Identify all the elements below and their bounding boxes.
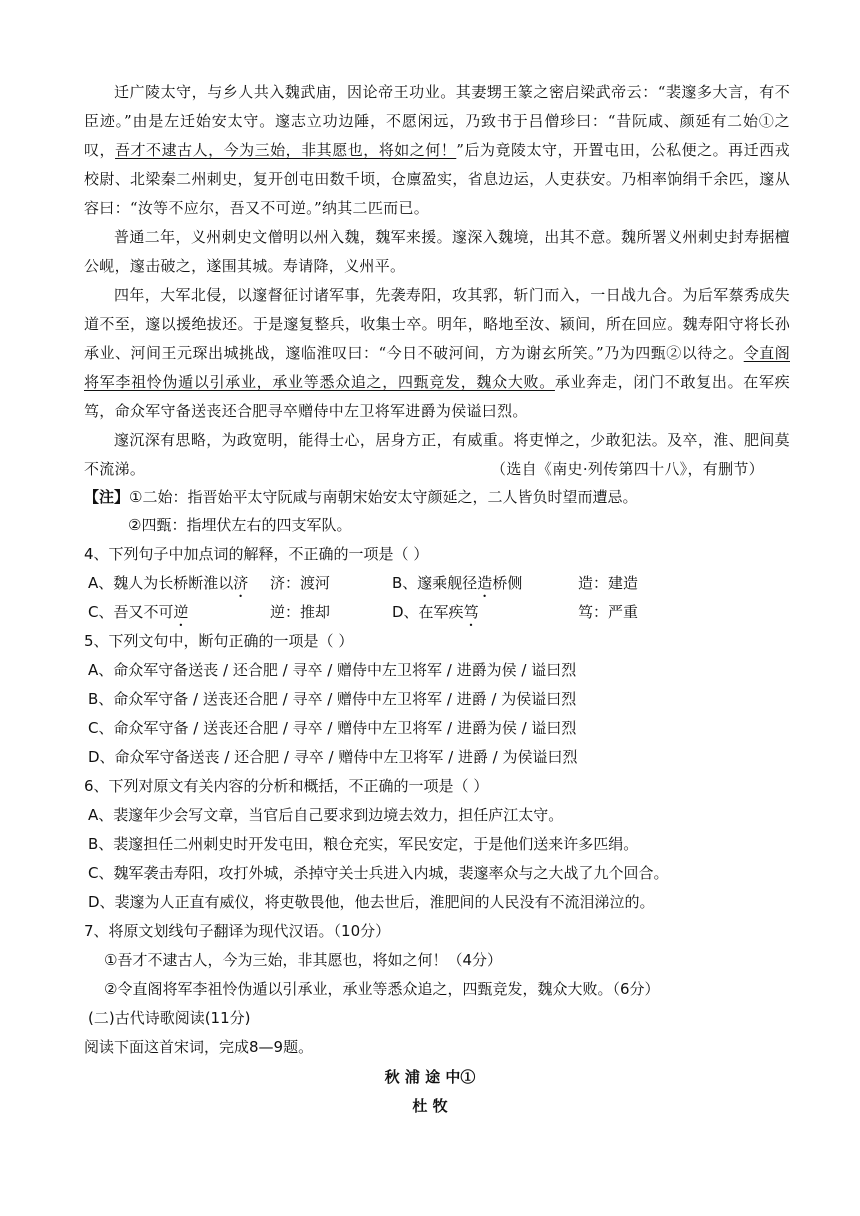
passage-p1-text-a: 迁广陵太守，与乡人共入魏武庙，因论帝王功业。其妻甥王篆之密启梁武帝云：“裴邃多大言，有不臣迹。”由是左迁始安太守。邃志立功边陲，不愿闲远，乃致书于吕僧珍曰：“昔阮咸、颜延有二始①之叹， bbox=[84, 83, 790, 159]
q4-c-gloss: 逆：推却 bbox=[270, 603, 331, 621]
poem-author: 杜 牧 bbox=[412, 1097, 448, 1115]
q4-d-gloss: 笃：严重 bbox=[578, 603, 639, 621]
passage-p3-underlined-sentence: 令直阁将军李祖怜伪遁以引承业，承业等悉众追之，四甄竞发，魏众大败。 bbox=[84, 344, 790, 391]
q4-option-b[interactable] bbox=[392, 573, 522, 601]
note-1 bbox=[84, 487, 804, 507]
q4-c-text: C、吾又不可 bbox=[88, 603, 174, 621]
q5-option-c[interactable]: C、命众军守备 / 送丧还合肥 / 寻卒 / 赠侍中左卫将军 / 进爵为侯 / 谥曰烈 bbox=[88, 719, 577, 737]
q6-option-a[interactable]: A、裴邃年少会写文章，当官后自己要求到边境去效力，担任庐江太守。 bbox=[88, 806, 564, 824]
q5-option-b[interactable]: B、命众军守备 / 送丧还合肥 / 寻卒 / 赠侍中左卫将军 / 进爵 / 为侯谥曰烈 bbox=[88, 690, 577, 708]
passage-paragraph-1 bbox=[84, 78, 790, 223]
q4-b-text: B、邃乘舰径 bbox=[392, 574, 478, 592]
q4-d-text: D、在军疾 bbox=[392, 603, 464, 621]
note-2 bbox=[128, 515, 848, 535]
q7-sentence-1: ①吾才不逮古人，今为三始，非其愿也，将如之何！（4分） bbox=[104, 951, 502, 969]
q5-option-d[interactable]: D、命众军守备送丧 / 还合肥 / 寻卒 / 赠侍中左卫将军 / 进爵 / 为侯谥曰烈 bbox=[88, 748, 578, 766]
q4-a-dotted-word: 济 bbox=[233, 574, 249, 592]
poem-title: 秋 浦 途 中① bbox=[384, 1068, 476, 1086]
note-1-text: ①二始：指晋始平太守阮咸与南朝宋始安太守颜延之，二人皆负时望而遭忌。 bbox=[129, 488, 638, 506]
source-citation: （选自《南史·列传第四十八》，有删节） bbox=[491, 460, 764, 478]
q4-b-gloss: 造：建造 bbox=[578, 574, 639, 592]
q7-sentence-2: ②令直阁将军李祖怜伪遁以引承业，承业等悉众追之，四甄竞发，魏众大败。（6分） bbox=[104, 980, 660, 998]
section-2-heading: (二)古代诗歌阅读(11分) bbox=[88, 1009, 251, 1027]
q4-b-dotted-word: 造 bbox=[477, 574, 493, 592]
q5-option-a[interactable]: A、命众军守备送丧 / 还合肥 / 寻卒 / 赠侍中左卫将军 / 进爵为侯 / 谥曰烈 bbox=[88, 661, 577, 679]
q4-b-text-post: 桥侧 bbox=[492, 574, 523, 592]
passage-paragraph-2 bbox=[84, 223, 790, 281]
q6-option-c[interactable]: C、魏军袭击寿阳，攻打外城，杀掉守关士兵进入内城，裴邃率众与之大战了九个回合。 bbox=[88, 864, 669, 882]
q5-stem: 5、下列文句中，断句正确的一项是（ ） bbox=[84, 632, 354, 650]
passage-p2-text: 普通二年，义州刺史文僧明以州入魏，魏军来援。邃深入魏境，出其不意。魏所署义州刺史封寿据檀公岘，邃击破之，遂围其城。寿请降，义州平。 bbox=[84, 228, 790, 275]
q4-a-text: A、魏人为长桥断淮以 bbox=[88, 574, 234, 592]
q6-option-b[interactable]: B、裴邃担任二州刺史时开发屯田，粮仓充实，军民安定，于是他们送来许多匹绢。 bbox=[88, 835, 639, 853]
q4-option-d[interactable] bbox=[392, 602, 479, 630]
q4-stem: 4、下列句子中加点词的解释，不正确的一项是（ ） bbox=[84, 545, 429, 563]
q6-option-d[interactable]: D、裴邃为人正直有威仪，将吏敬畏他，他去世后，淮肥间的人民没有不流泪涕泣的。 bbox=[88, 893, 655, 911]
note-label: 【注】 bbox=[84, 488, 130, 506]
passage-p1-text-b: ”后为竟陵太守，开置屯田，公私便之。再迁西戎校尉、北梁秦二州刺史，复开创屯田数千顷，仓廪盈实，省息边运，人吏获安。乃相率饷绢千余匹，邃从容曰：“汝等不应尔，吾又不可逆。”纳其二匹而已。 bbox=[84, 141, 790, 217]
q4-option-c[interactable] bbox=[88, 602, 189, 630]
note-2-text: ②四甄：指埋伏左右的四支军队。 bbox=[128, 516, 352, 534]
section-2-instruction: 阅读下面这首宋词，完成8—9题。 bbox=[84, 1038, 314, 1056]
passage-paragraph-3 bbox=[84, 281, 790, 426]
passage-p3-text-b: 承业奔走，闭门不敢复出。在军疾笃，命众军守备送丧还合肥寻卒赠侍中左卫将军进爵为侯谥曰烈。 bbox=[84, 373, 790, 420]
passage-p4-text: 邃沉深有思略，为政宽明，能得士心，居身方正，有威重。将吏惮之，少敢犯法。及卒，淮、肥间莫不流涕。 bbox=[84, 431, 790, 478]
passage-source bbox=[84, 455, 764, 484]
q4-option-a[interactable] bbox=[88, 573, 248, 601]
passage-p1-underlined-sentence: 吾才不逮古人，今为三始，非其愿也，将如之何！ bbox=[115, 141, 457, 159]
q4-d-dotted-word: 笃 bbox=[463, 603, 479, 621]
q4-c-dotted-word: 逆 bbox=[173, 603, 189, 621]
q4-a-gloss: 济：渡河 bbox=[270, 574, 331, 592]
passage-p3-text-a: 四年，大军北侵，以邃督征讨诸军事，先袭寿阳，攻其郛，斩门而入，一日战九合。为后军蔡秀成失道不至，邃以援绝拔还。于是邃复整兵，收集士卒。明年，略地至汝、颍间，所在回应。魏寿阳守将长孙承业、河间王元琛出城挑战，邃临淮叹曰：“今日不破河间，方为谢玄所笑。”乃为四甄②以待之。 bbox=[84, 286, 790, 362]
q6-stem: 6、下列对原文有关内容的分析和概括，不正确的一项是（ ） bbox=[84, 777, 489, 795]
q7-stem: 7、将原文划线句子翻译为现代汉语。（10分） bbox=[84, 922, 391, 940]
